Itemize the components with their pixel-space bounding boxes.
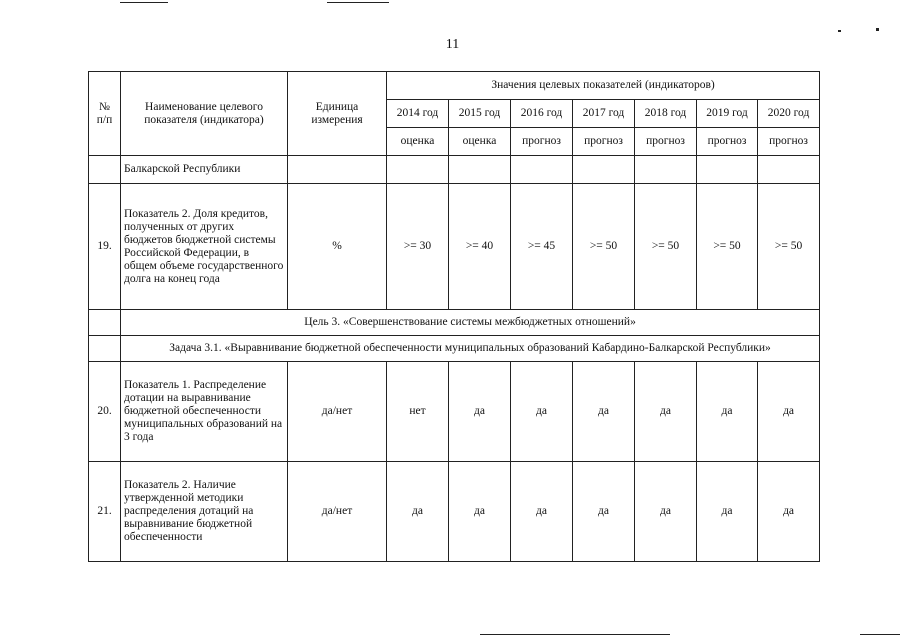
indicator-value: нет [387,362,449,462]
empty-cell [758,156,820,184]
table-row [89,462,820,562]
header-year: 2016 год [511,100,573,128]
indicator-value: >= 45 [511,184,573,310]
header-value-type: прогноз [511,128,573,156]
header-value-type: прогноз [758,128,820,156]
row-number: 19. [89,184,121,310]
scan-line-top-mid [327,2,389,3]
indicator-value: >= 40 [449,184,511,310]
header-unit: Единица измерения [288,72,387,156]
page-number: 11 [445,37,460,52]
task-num [89,336,121,362]
empty-cell [449,156,511,184]
indicator-value: >= 50 [697,184,758,310]
task-text: Задача 3.1. «Выравнивание бюджетной обеспеченности муниципальных образований Кабардино-Балкарской Республики» [121,336,820,362]
continuation-num [89,156,121,184]
indicator-value: >= 30 [387,184,449,310]
indicator-unit: да/нет [288,362,387,462]
header-num: № п/п [89,72,121,156]
indicator-value: >= 50 [635,184,697,310]
indicator-value: да [635,362,697,462]
empty-cell [387,156,449,184]
empty-cell [635,156,697,184]
indicator-value: да [758,462,820,562]
goal-num [89,310,121,336]
empty-cell [573,156,635,184]
goal-row [89,310,820,336]
empty-cell [511,156,573,184]
scan-dot-top-right-2 [876,28,879,31]
indicator-value: да [697,462,758,562]
header-year: 2019 год [697,100,758,128]
empty-cell [697,156,758,184]
indicator-value: да [511,462,573,562]
indicator-name: Показатель 2. Наличие утвержденной методики распределения дотаций на выравнивание бюджетной обеспеченности [121,462,288,562]
header-value-type: прогноз [697,128,758,156]
indicator-value: >= 50 [573,184,635,310]
continuation-row [89,156,820,184]
header-value-type: прогноз [573,128,635,156]
table-row [89,362,820,462]
indicator-value: да [697,362,758,462]
scan-line-bottom-right [860,634,900,635]
indicator-unit: да/нет [288,462,387,562]
header-year: 2017 год [573,100,635,128]
indicators-table [88,71,820,562]
header-value-type: оценка [387,128,449,156]
empty-cell [288,156,387,184]
header-name: Наименование целевого показателя (индикатора) [121,72,288,156]
header-year: 2014 год [387,100,449,128]
continuation-name: Балкарской Республики [121,156,288,184]
scan-line-top-left [120,2,168,3]
scan-dot-top-right [838,30,841,32]
indicator-value: да [573,362,635,462]
row-number: 20. [89,362,121,462]
header-value-type: оценка [449,128,511,156]
scan-line-bottom [480,634,670,635]
indicator-value: да [635,462,697,562]
indicator-value: да [387,462,449,562]
indicator-name: Показатель 2. Доля кредитов, полученных от других бюджетов бюджетной системы Российской Федерации, в общем объеме государственного долга на конец года [121,184,288,310]
header-year: 2018 год [635,100,697,128]
table-row [89,184,820,310]
indicator-value: да [758,362,820,462]
task-row [89,336,820,362]
header-value-type: прогноз [635,128,697,156]
indicator-value: >= 50 [758,184,820,310]
indicator-unit: % [288,184,387,310]
goal-text: Цель 3. «Совершенствование системы межбюджетных отношений» [121,310,820,336]
row-number: 21. [89,462,121,562]
header-row-1 [89,72,820,100]
indicator-value: да [511,362,573,462]
indicator-value: да [449,462,511,562]
indicator-name: Показатель 1. Распределение дотации на выравнивание бюджетной обеспеченности муниципальных образований на 3 года [121,362,288,462]
indicator-value: да [449,362,511,462]
header-year: 2020 год [758,100,820,128]
indicator-value: да [573,462,635,562]
header-year: 2015 год [449,100,511,128]
header-values: Значения целевых показателей (индикаторов) [387,72,820,100]
